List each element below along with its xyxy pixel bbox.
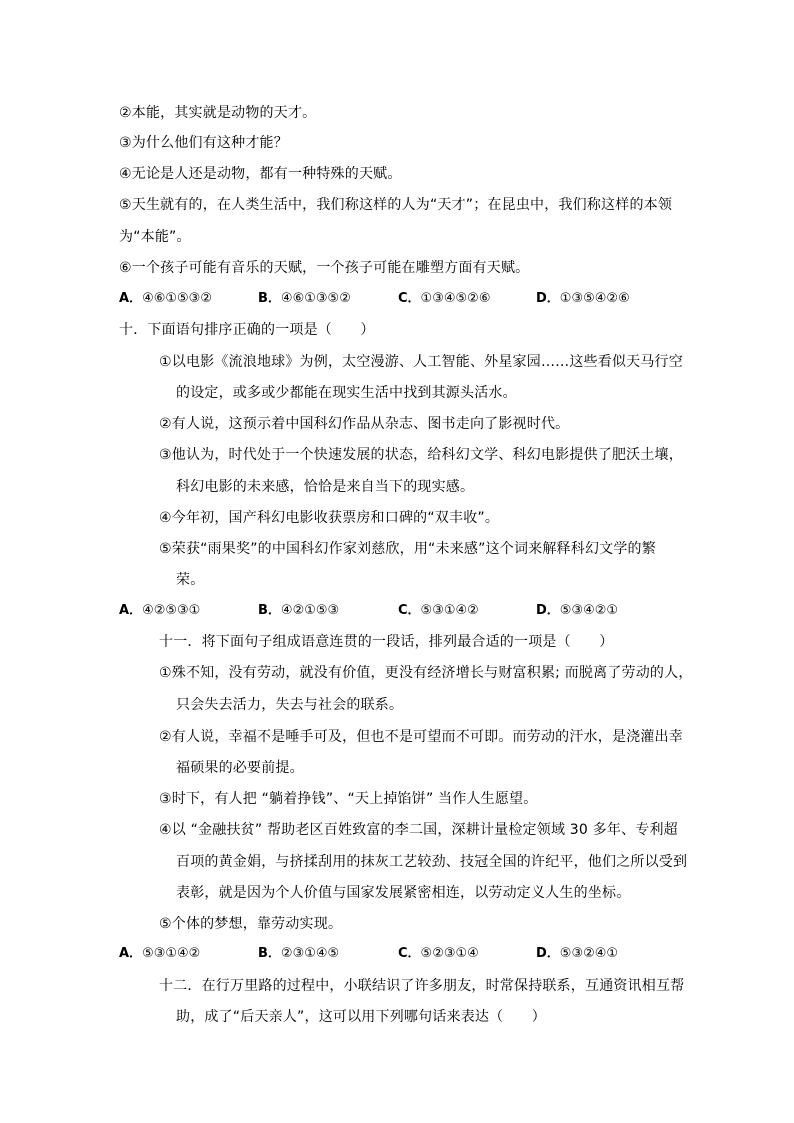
q11-item-4: ④以 “金融扶贫” 帮助老区百姓致富的李二国，深耕计量检定领域 30 多年、专利超 [159, 822, 678, 838]
q11-options [119, 944, 679, 964]
q10-options [119, 601, 679, 621]
option-text: ④②①⑤③ [280, 603, 340, 618]
option-label: A． [119, 603, 143, 618]
q9-item-2: ②本能，其实就是动物的天才。 [119, 105, 317, 121]
q9-item-6: ⑥一个孩子可能有音乐的天赋，一个孩子可能在雕塑方面有天赋。 [119, 260, 530, 276]
option-text: ⑤③①④② [142, 946, 201, 961]
q11-item-1-cont: 只会失去活力，失去与社会的联系。 [176, 697, 404, 713]
q10-option-d[interactable] [536, 601, 618, 621]
q11-option-b[interactable] [258, 944, 339, 964]
q10-item-4: ④今年初，国产科幻电影收获票房和口碑的“双丰收”。 [159, 510, 500, 526]
option-label: D． [536, 603, 560, 618]
q9-option-a[interactable] [119, 289, 212, 309]
q11-stem: 十一．将下面句子组成语意连贯的一段话，排列最合适的一项是（ ） [159, 634, 614, 650]
q10-item-1-cont: 的设定，或多或少都能在现实生活中找到其源头活水。 [176, 385, 517, 401]
option-label: C． [398, 603, 421, 618]
option-text: ②③①④⑤ [280, 946, 340, 961]
option-label: B． [258, 603, 281, 618]
option-text: ④⑥①③⑤② [280, 291, 351, 306]
q11-item-1: ①殊不知，没有劳动，就没有价值，更没有经济增长与财富积累; 而脱离了劳动的人， [159, 665, 693, 681]
option-label: B． [258, 946, 281, 961]
option-label: C． [398, 946, 421, 961]
q11-item-2: ②有人说，幸福不是唾手可及，但也不是可望而不可即。而劳动的汗水，是浇灌出幸 [159, 729, 683, 745]
q10-item-2: ②有人说，这预示着中国科幻作品从杂志、图书走向了影视时代。 [159, 416, 570, 432]
q9-option-c[interactable] [398, 289, 490, 309]
option-text: ⑤③②④① [559, 946, 619, 961]
option-label: C． [398, 291, 421, 306]
q9-item-5-cont: 为“本能”。 [119, 229, 191, 245]
option-text: ①③④⑤②⑥ [420, 291, 491, 306]
q9-item-5: ⑤天生就有的，在人类生活中，我们称这样的人为“天才”；在昆虫中，我们称这样的本领 [119, 197, 673, 213]
q12-stem-cont: 助，成了“后天亲人”，这可以用下列哪句话来表达（ ） [176, 1009, 546, 1025]
q11-item-4-cont-1: 百项的黄金娟，与挤揉刮用的抹灰工艺较劲、技冠全国的许纪平，他们之所以受到 [176, 854, 688, 870]
q11-item-4-cont-2: 表彰，就是因为个人价值与国家发展紧密相连，以劳动定义人生的坐标。 [176, 885, 631, 901]
option-label: D． [536, 946, 560, 961]
option-text: ①③⑤④②⑥ [559, 291, 630, 306]
q9-item-4: ④无论是人还是动物，都有一种特殊的天赋。 [119, 166, 402, 182]
q10-option-a[interactable] [119, 601, 200, 621]
q10-item-5-cont: 荣。 [176, 572, 205, 588]
q11-item-5: ⑤个体的梦想，靠劳动实现。 [159, 916, 343, 932]
q11-option-a[interactable] [119, 944, 200, 964]
q10-item-1: ①以电影《流浪地球》为例，太空漫游、人工智能、外星家园……这些看似天马行空 [159, 354, 683, 370]
option-text: ④⑥①⑤③② [142, 291, 212, 306]
q10-stem: 十．下面语句排序正确的一项是（ ） [119, 322, 375, 338]
q12-stem: 十二．在行万里路的过程中，小联结识了许多朋友，时常保持联系，互通资讯相互帮 [159, 978, 685, 994]
q9-item-3: ③为什么他们有这种才能？ [119, 135, 288, 151]
q11-item-3: ③时下，有人把 “躺着挣钱”、“天上掉馅饼” 当作人生愿望。 [159, 791, 538, 807]
q11-option-c[interactable] [398, 944, 479, 964]
option-text: ⑤③④②① [559, 603, 619, 618]
option-text: ④②⑤③① [142, 603, 201, 618]
q10-item-3: ③他认为，时代处于一个快速发展的状态，给科幻文学、科幻电影提供了肥沃土壤， [159, 447, 683, 463]
q10-option-b[interactable] [258, 601, 339, 621]
option-label: B． [258, 291, 281, 306]
option-label: A． [119, 291, 143, 306]
q10-option-c[interactable] [398, 601, 479, 621]
option-text: ⑤②③①④ [420, 946, 479, 961]
q9-option-d[interactable] [536, 289, 630, 309]
q9-option-b[interactable] [258, 289, 351, 309]
option-text: ⑤③①④② [420, 603, 479, 618]
q9-options [119, 289, 679, 309]
q11-item-2-cont: 福硕果的必要前提。 [176, 760, 304, 776]
option-label: D． [536, 291, 560, 306]
option-label: A． [119, 946, 143, 961]
q11-option-d[interactable] [536, 944, 618, 964]
q10-item-5: ⑤荣获“雨果奖”的中国科幻作家刘慈欣，用“未来感”这个词来解释科幻文学的繁 [159, 541, 656, 557]
q10-item-3-cont: 科幻电影的未来感，恰恰是来自当下的现实感。 [176, 479, 475, 495]
